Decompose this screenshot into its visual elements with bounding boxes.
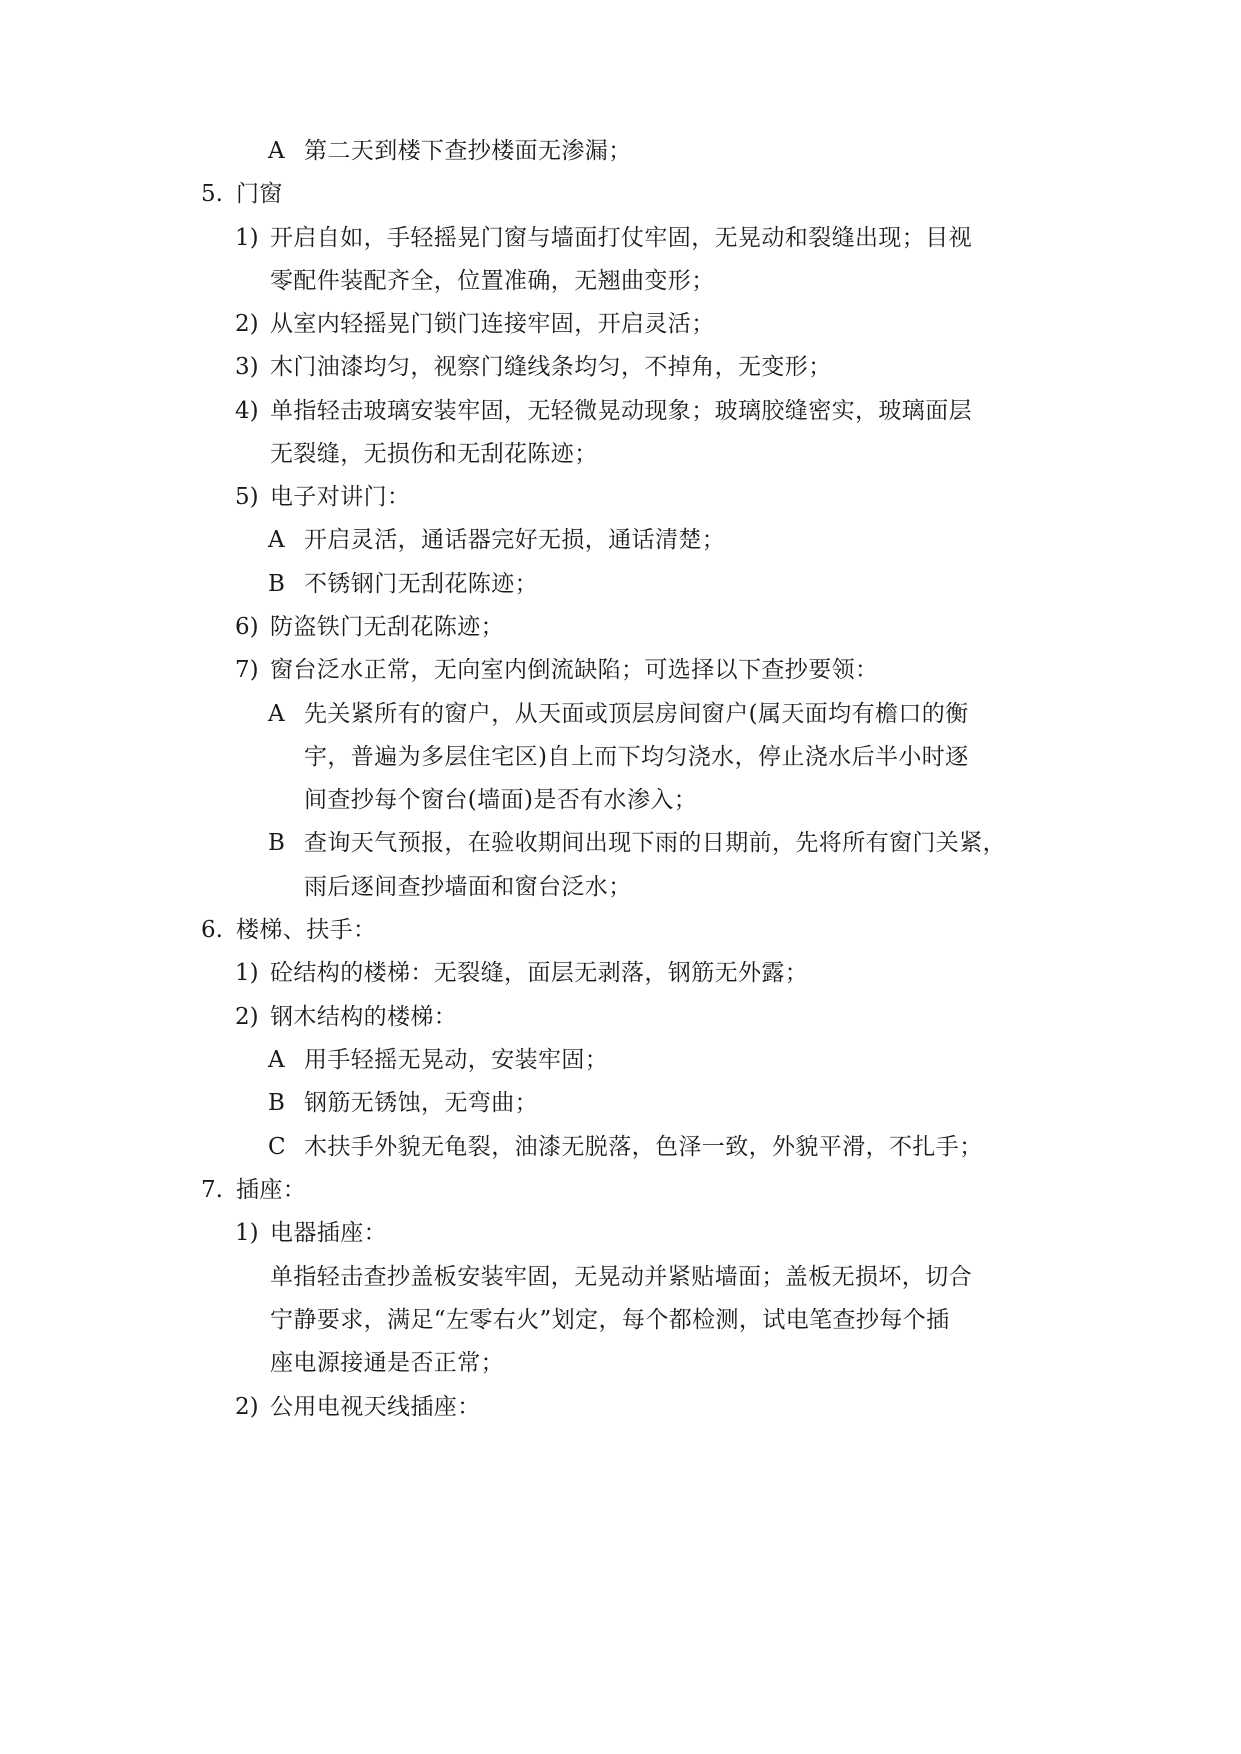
item-text-continued: 零配件装配齐全，位置准确，无翘曲变形；	[270, 268, 715, 294]
section-number: 7.	[201, 1177, 223, 1203]
section-title: 插座：	[236, 1177, 307, 1203]
item-marker: 1)	[235, 225, 259, 251]
section-title: 楼梯、扶手：	[236, 917, 377, 943]
item-text: 电子对讲门：	[270, 484, 411, 510]
item-text: 木扶手外貌无龟裂，油漆无脱落，色泽一致，外貌平滑，不扎手；	[304, 1134, 983, 1160]
item-marker: A	[268, 527, 285, 553]
item-marker: B	[268, 571, 285, 597]
item-text: 砼结构的楼梯：无裂缝，面层无剥落，钢筋无外露；	[270, 960, 809, 986]
item-marker: 3)	[235, 354, 259, 380]
item-marker: 5)	[235, 484, 259, 510]
item-text: 开启自如，手轻摇晃门窗与墙面打仗牢固，无晃动和裂缝出现；目视	[270, 225, 972, 251]
item-marker: 2)	[235, 1004, 259, 1030]
item-marker: 4)	[235, 398, 259, 424]
item-text: 木门油漆均匀，视察门缝线条均匀，不掉角，无变形；	[270, 354, 832, 380]
item-text: 从室内轻摇晃门锁门连接牢固，开启灵活；	[270, 311, 715, 337]
item-text: 钢木结构的楼梯：	[270, 1004, 458, 1030]
item-marker: 1)	[235, 960, 259, 986]
item-marker: B	[268, 1090, 285, 1116]
item-text: 公用电视天线插座：	[270, 1394, 481, 1420]
item-marker: 2)	[235, 1394, 259, 1420]
item-marker: B	[268, 830, 285, 856]
section-number: 6.	[201, 917, 223, 943]
item-text: 电器插座：	[270, 1220, 387, 1246]
item-marker: 2)	[235, 311, 259, 337]
paragraph-line: 单指轻击查抄盖板安装牢固，无晃动并紧贴墙面；盖板无损坏，切合	[270, 1264, 972, 1290]
item-marker: A	[268, 138, 285, 164]
paragraph-line: 座电源接通是否正常；	[270, 1350, 504, 1376]
item-text: 单指轻击玻璃安装牢固，无轻微晃动现象；玻璃胶缝密实，玻璃面层	[270, 398, 972, 424]
item-text-continued: 雨后逐间查抄墙面和窗台泛水；	[304, 874, 632, 900]
item-text: 防盗铁门无刮花陈迹；	[270, 614, 504, 640]
item-text: 钢筋无锈蚀，无弯曲；	[304, 1090, 538, 1116]
item-marker: A	[268, 701, 285, 727]
item-text-continued: 宇，普遍为多层住宅区)自上而下均匀浇水，停止浇水后半小时逐	[304, 744, 969, 770]
item-text: 先关紧所有的窗户，从天面或顶层房间窗户(属天面均有檐口的衡	[304, 701, 969, 727]
item-marker: C	[268, 1134, 286, 1160]
section-title: 门窗	[236, 181, 283, 207]
item-text: 开启灵活，通话器完好无损，通话清楚；	[304, 527, 726, 553]
item-text: 用手轻摇无晃动，安装牢固；	[304, 1047, 609, 1073]
item-marker: 1)	[235, 1220, 259, 1246]
item-text-continued: 间查抄每个窗台(墙面)是否有水渗入；	[304, 787, 698, 813]
section-number: 5.	[201, 181, 223, 207]
item-marker: 7)	[235, 657, 259, 683]
item-marker: 6)	[235, 614, 259, 640]
item-text: 查询天气预报，在验收期间出现下雨的日期前，先将所有窗门关紧，	[304, 830, 1006, 856]
paragraph-line: 宁静要求，满足“左零右火”划定，每个都检测，试电笔查抄每个插	[270, 1307, 950, 1333]
item-text: 不锈钢门无刮花陈迹；	[304, 571, 538, 597]
item-text: 窗台泛水正常，无向室内倒流缺陷；可选择以下查抄要领：	[270, 657, 879, 683]
item-text-continued: 无裂缝，无损伤和无刮花陈迹；	[270, 441, 598, 467]
item-marker: A	[268, 1047, 285, 1073]
item-text: 第二天到楼下查抄楼面无渗漏；	[304, 138, 632, 164]
